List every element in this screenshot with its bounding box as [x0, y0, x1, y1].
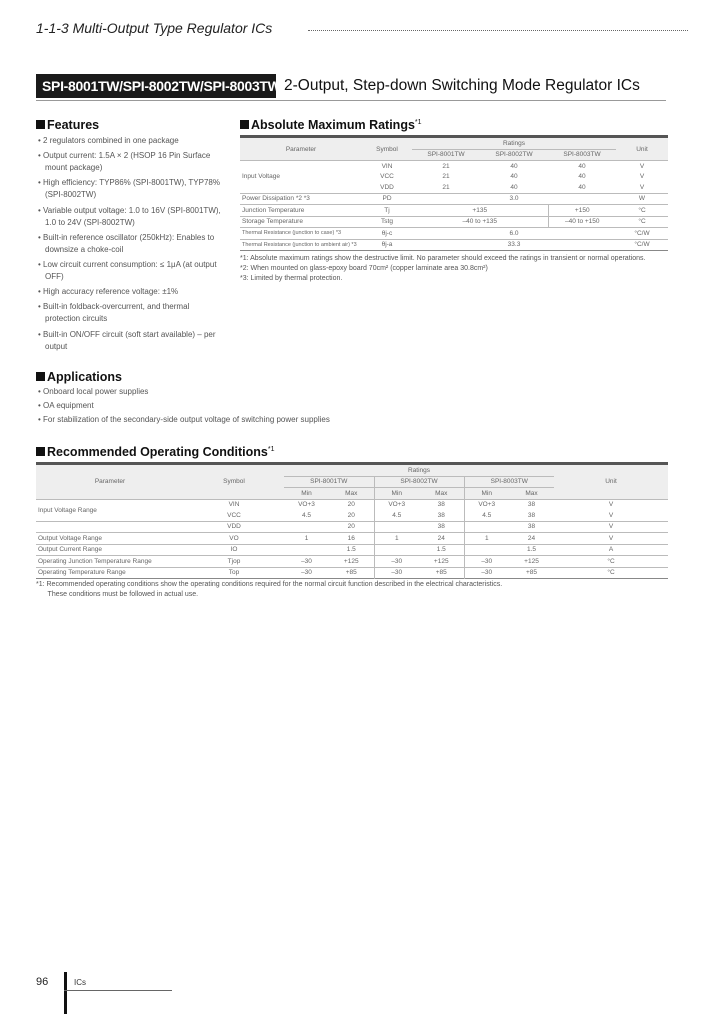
- list-item: • Built-in foldback-overcurrent, and thermal protection circuits: [38, 302, 190, 324]
- col-header-part: SPI-8001TW: [412, 149, 480, 161]
- table-row: Storage Temperature Tstg –40 to +135 –40 to +150 °C: [240, 216, 668, 228]
- table-row: Input Voltage Range VIN VO+3 20 VO+3 38 VO+3 38 V: [36, 499, 668, 510]
- square-bullet-icon: [36, 372, 45, 381]
- applications-list: [38, 386, 638, 429]
- col-header-symbol: Symbol: [362, 138, 412, 161]
- col-header-min: Min: [464, 488, 509, 500]
- col-header-ratings: Ratings: [284, 465, 554, 476]
- table-row: Operating Temperature Range Top –30 +85 –30 +85 –30 +85 °C: [36, 567, 668, 579]
- col-header-part: SPI-8003TW: [548, 149, 616, 161]
- list-item: • Built-in reference oscillator (250kHz): Enables to downsize a choke-coil: [38, 232, 215, 254]
- table-row: Power Dissipation *2 *3 PD 3.0 W: [240, 193, 668, 205]
- col-header-parameter: Parameter: [240, 138, 362, 161]
- table-row: VDD 21 40 40 V: [380, 183, 645, 191]
- table-row: Output Current Range IO 1.5 1.5 1.5 A: [36, 544, 668, 556]
- col-header-part: SPI-8003TW: [464, 476, 554, 488]
- table-row: Input Voltage VIN 21 40 40 V: [240, 161, 668, 172]
- list-item: • High efficiency: TYP86% (SPI-8001TW), TYP78% (SPI-8002TW): [38, 178, 220, 200]
- footer-rule: [64, 990, 172, 991]
- table-row: Junction Temperature Tj +135 +150 °C: [240, 205, 668, 217]
- rec-op-notes: [36, 580, 676, 600]
- col-header-parameter: Parameter: [36, 465, 184, 499]
- col-header-max: Max: [419, 488, 464, 500]
- square-bullet-icon: [240, 120, 249, 129]
- footnote: *1: Absolute maximum ratings show the destructive limit. No parameter should exceed the ratings in transient or normal operations.: [240, 255, 646, 262]
- list-item: • For stabilization of the secondary-side output voltage of switching power supplies: [38, 415, 330, 425]
- table-row: VCC 21 40 40 V: [380, 173, 645, 181]
- title-rule: [36, 100, 666, 101]
- list-item: • Built-in ON/OFF circuit (soft start available) – per output: [38, 329, 216, 351]
- section-heading: 1-1-3 Multi-Output Type Regulator ICs: [36, 20, 273, 36]
- list-item: • Variable output voltage: 1.0 to 16V (SPI-8001TW), 1.0 to 24V (SPI-8002TW): [38, 205, 221, 227]
- list-item: • Onboard local power supplies: [38, 387, 149, 396]
- table-row: VDD 20 38 38 V: [36, 521, 668, 533]
- col-header-min: Min: [374, 488, 419, 500]
- col-header-unit: Unit: [616, 138, 668, 161]
- applications-heading: Applications: [36, 370, 122, 384]
- footnote: These conditions must be followed in actual use.: [36, 591, 199, 598]
- heading-rule: [308, 30, 688, 31]
- abs-max-notes: [240, 254, 670, 284]
- col-header-unit: Unit: [554, 465, 668, 499]
- square-bullet-icon: [36, 120, 45, 129]
- table-row: Operating Junction Temperature Range Tjop –30 +125 –30 +125 –30 +125 °C: [36, 556, 668, 568]
- square-bullet-icon: [36, 447, 45, 456]
- page-number: 96: [36, 976, 49, 988]
- features-list: [38, 135, 224, 356]
- table-row: Thermal Resistance (junction to ambient air) *3 θj-a 33.3 °C/W: [240, 239, 668, 251]
- list-item: • Low circuit current consumption: ≤ 1μA (at output OFF): [38, 259, 217, 281]
- list-item: • 2 regulators combined in one package: [38, 136, 179, 145]
- col-header-part: SPI-8002TW: [480, 149, 548, 161]
- footnote: *1: Recommended operating conditions show the operating conditions required for the normal circuit function described in the electrical characteristics.: [36, 581, 503, 588]
- footer-label: ICs: [74, 978, 86, 987]
- footer-bar: [64, 972, 67, 1014]
- list-item: • OA equipment: [38, 401, 94, 411]
- rec-op-table: [36, 465, 668, 579]
- col-header-min: Min: [284, 488, 329, 500]
- table-row: Output Voltage Range VO 1 16 1 24 1 24 V: [36, 533, 668, 545]
- part-numbers: SPI-8001TW/SPI-8002TW/SPI-8003TW: [36, 74, 276, 98]
- footnote: *3: Limited by thermal protection.: [240, 275, 343, 282]
- col-header-part: SPI-8002TW: [374, 476, 464, 488]
- col-header-max: Max: [509, 488, 554, 500]
- list-item: • Output current: 1.5A × 2 (HSOP 16 Pin Surface mount package): [38, 151, 211, 173]
- abs-max-table: [240, 138, 668, 251]
- list-item: • High accuracy reference voltage: ±1%: [38, 287, 179, 297]
- footnote: *2: When mounted on glass-epoxy board 70cm² (copper laminate area 30.8cm²): [240, 265, 488, 272]
- table-row: Thermal Resistance (junction to case) *3 θj-c 6.0 °C/W: [240, 228, 668, 240]
- col-header-part: SPI-8001TW: [284, 476, 374, 488]
- page-title: 2-Output, Step-down Switching Mode Regulator ICs: [284, 77, 640, 94]
- col-header-symbol: Symbol: [184, 465, 284, 499]
- table-row: VCC 4.5 20 4.5 38 4.5 38 V: [36, 510, 668, 521]
- rec-op-heading: Recommended Operating Conditions$^{*1}$: [36, 445, 274, 459]
- col-header-max: Max: [329, 488, 374, 500]
- abs-max-heading: Absolute Maximum Ratings$^{*1}$: [240, 118, 422, 132]
- features-heading: Features: [36, 118, 99, 132]
- col-header-ratings: Ratings: [412, 138, 616, 149]
